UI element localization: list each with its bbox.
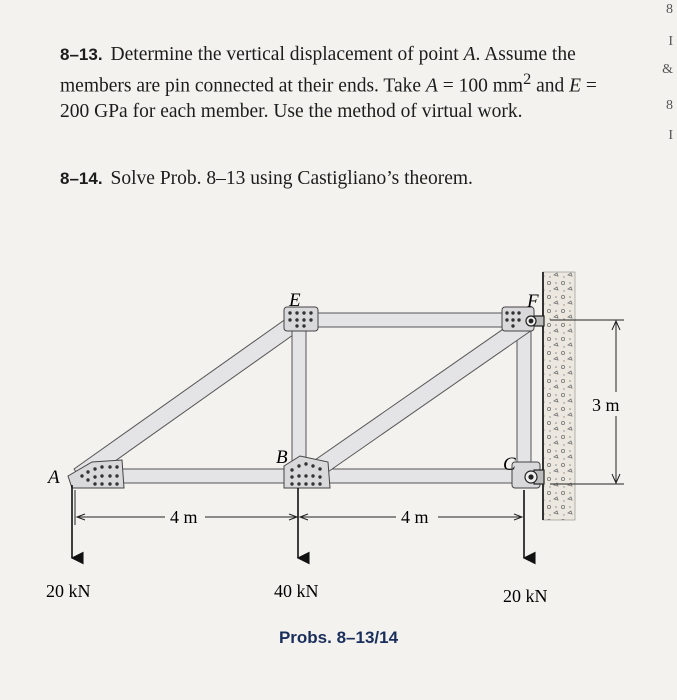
- wall-support: [543, 272, 575, 520]
- margin-glyph: 8: [666, 2, 673, 17]
- joint-label-C: C: [503, 454, 516, 475]
- modulus-value: = 200 GPa for each member. Use the method of virtual work.: [60, 75, 597, 122]
- dimension-left-span: 4 m: [170, 507, 198, 527]
- area-value: = 100 mm: [437, 75, 524, 97]
- joint-label-F: F: [527, 291, 539, 312]
- problem-number: 8–13.: [60, 45, 103, 64]
- load-label-C: 20 kN: [503, 586, 548, 606]
- load-label-A: 20 kN: [46, 581, 91, 601]
- problem-number: 8–14.: [60, 169, 103, 188]
- point-symbol: A: [463, 44, 476, 65]
- member-BF: [302, 316, 532, 483]
- problem-text: Solve Prob. 8–13 using Castigliano’s theorem.: [110, 168, 473, 189]
- dimension-right-span: 4 m: [401, 507, 429, 527]
- joint-label-A: A: [48, 467, 60, 488]
- member-EF: [298, 313, 528, 327]
- and-text: and: [531, 75, 570, 97]
- load-label-B: 40 kN: [274, 581, 319, 601]
- member-AE: [74, 316, 300, 483]
- problem-text: . Assume the members are pin connected at their ends. Take: [60, 44, 576, 97]
- margin-glyph: 8: [666, 98, 673, 113]
- area-symbol: A: [425, 75, 438, 97]
- figure-caption: Probs. 8–13/14: [278, 628, 399, 647]
- joint-label-E: E: [289, 290, 301, 311]
- margin-glyph: I: [668, 34, 673, 49]
- area-exponent: 2: [523, 70, 532, 88]
- problem-text: Determine the vertical displacement of point: [110, 44, 464, 65]
- member-EB: [292, 320, 306, 470]
- margin-glyph: &: [662, 62, 673, 77]
- margin-glyph: I: [668, 128, 673, 143]
- joint-label-B: B: [276, 447, 288, 468]
- modulus-symbol: E: [569, 75, 582, 97]
- dimension-height: 3 m: [592, 395, 620, 415]
- member-FC: [517, 320, 531, 470]
